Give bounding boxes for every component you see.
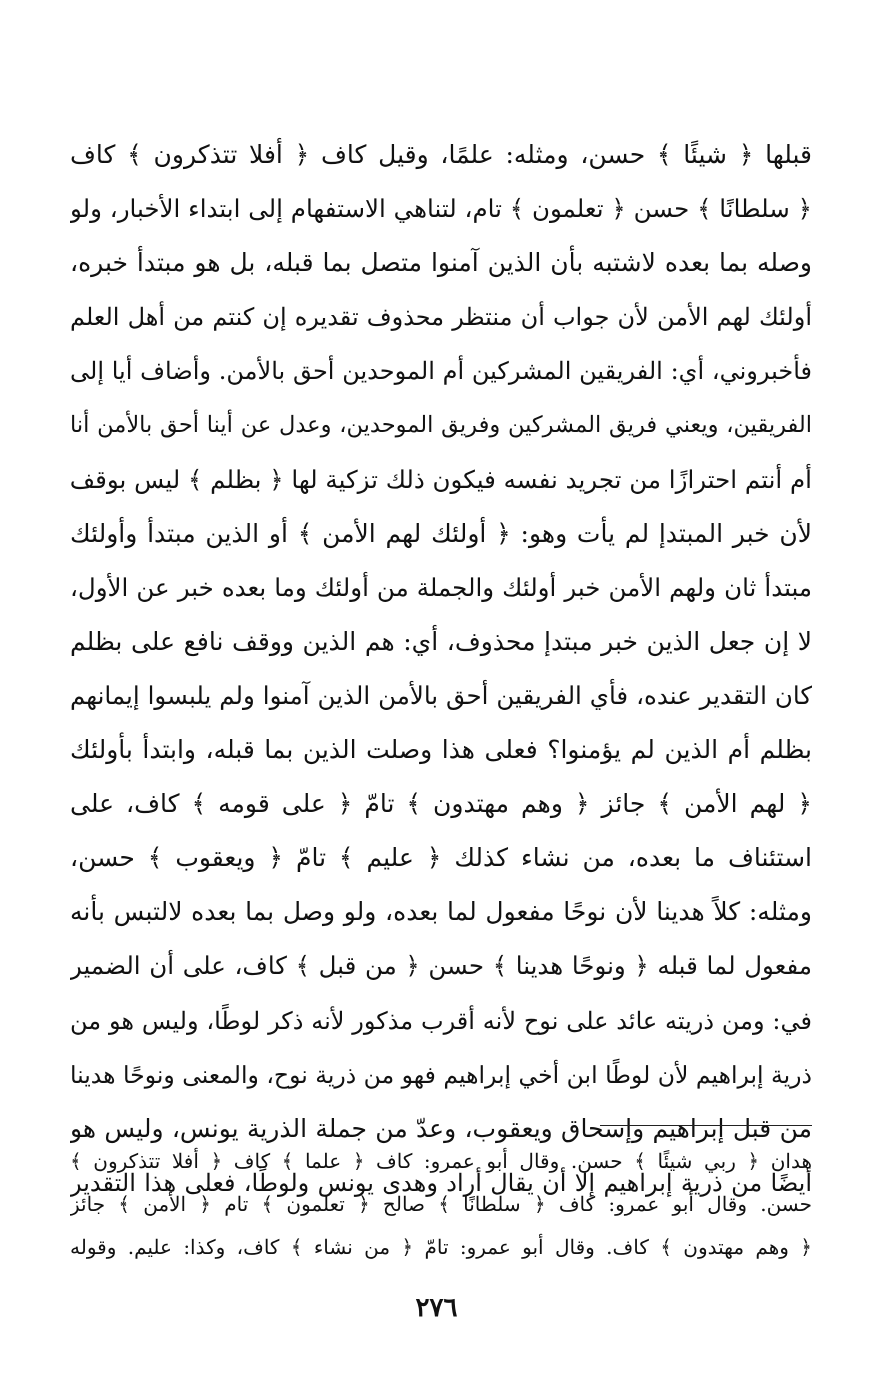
text-line: ومثله: كلاً هدينا لأن نوحًا مفعول لما بعده، ولو وصل بما بعده لالتبس بأنه	[70, 897, 812, 927]
footnotes	[70, 1140, 812, 1269]
text-line: كان التقدير عنده، فأي الفريقين أحق بالأمن الذين آمنوا ولم يلبسوا إيمانهم	[70, 680, 812, 710]
text-line: لا إن جعل الذين خبر مبتدإ محذوف، أي: هم الذين ووقف نافع على بظلم	[70, 626, 812, 656]
text-line: مبتدأ ثان ولهم الأمن خبر أولئك والجملة من أولئك وما بعده خبر عن الأول،	[70, 572, 812, 602]
footnote-separator	[600, 1125, 812, 1126]
text-line: مفعول لما قبله ﴿ ونوحًا هدينا ﴾ حسن ﴿ من قبل ﴾ كاف، على أن الضمير	[70, 951, 812, 981]
text-line: ﴿ سلطانًا ﴾ حسن ﴿ تعلمون ﴾ تام، لتناهي الاستفهام إلى ابتداء الأخبار، ولو	[70, 194, 812, 224]
text-line: من قبل إبراهيم وإسحاق ويعقوب، وعدّ من جملة الذرية يونس، وليس هو	[70, 1113, 812, 1143]
text-line: ذرية إبراهيم لأن لوطًا ابن أخي إبراهيم فهو من ذرية نوح، والمعنى ونوحًا هدينا	[70, 1060, 812, 1089]
text-line: أم أنتم احترازًا من تجريد نفسه فيكون ذلك تزكية لها ﴿ بظلم ﴾ ليس بوقف	[70, 464, 812, 494]
footnote-line: هدان ﴿ ربي شيئًا ﴾ حسن. وقال أبو عمرو: كاف ﴿ علما ﴾ كاف ﴿ أفلا تتذكرون ﴾	[70, 1149, 812, 1173]
text-line: استئناف ما بعده، من نشاء كذلك ﴿ عليم ﴾ تامّ ﴿ ويعقوب ﴾ حسن،	[70, 843, 812, 873]
text-line: بظلم أم الذين لم يؤمنوا؟ فعلى هذا وصلت الذين بما قبله، وابتدأ بأولئك	[70, 735, 812, 765]
footnote-line: حسن. وقال أبو عمرو: كاف ﴿ سلطانًا ﴾ صالح ﴿ تعلمون ﴾ تام ﴿ الأمن ﴾ جائز	[70, 1192, 812, 1216]
text-line: أولئك لهم الأمن لأن جواب أن منتظر محذوف تقديره إن كنتم من أهل العلم	[70, 303, 812, 332]
text-line: وصله بما بعده لاشتبه بأن الذين آمنوا متصل بما قبله، بل هو مبتدأ خبره،	[70, 248, 812, 278]
text-line: فأخبروني، أي: الفريقين المشركين أم الموحدين أحق بالأمن. وأضاف أيا إلى	[70, 357, 812, 386]
text-line: أيضًا من ذرية إبراهيم إلا أن يقال أراد وهدى يونس ولوطًا، فعلى هذا التقدير	[70, 1168, 812, 1197]
text-line: قبلها ﴿ شيئًا ﴾ حسن، ومثله: علمًا، وقيل كاف ﴿ أفلا تتذكرون ﴾ كاف	[70, 140, 812, 169]
main-text	[70, 128, 812, 1210]
text-line: لأن خبر المبتدإ لم يأت وهو: ﴿ أولئك لهم الأمن ﴾ أو الذين مبتدأ وأولئك	[70, 518, 812, 548]
text-line: ﴿ لهم الأمن ﴾ جائز ﴿ وهم مهتدون ﴾ تامّ ﴿ على قومه ﴾ كاف، على	[70, 789, 812, 819]
page-number: ٢٧٦	[415, 1293, 458, 1323]
text-line: في: ومن ذريته عائد على نوح لأنه أقرب مذكور لأنه ذكر لوطًا، وليس هو من	[70, 1006, 812, 1035]
footnote-line: ﴿ وهم مهتدون ﴾ كاف. وقال أبو عمرو: تامّ ﴿ من نشاء ﴾ كاف، وكذا: عليم. وقوله	[70, 1235, 812, 1259]
text-line: الفريقين، ويعني فريق المشركين وفريق الموحدين، وعدل عن أينا أحق بالأمن أنا	[70, 412, 812, 439]
